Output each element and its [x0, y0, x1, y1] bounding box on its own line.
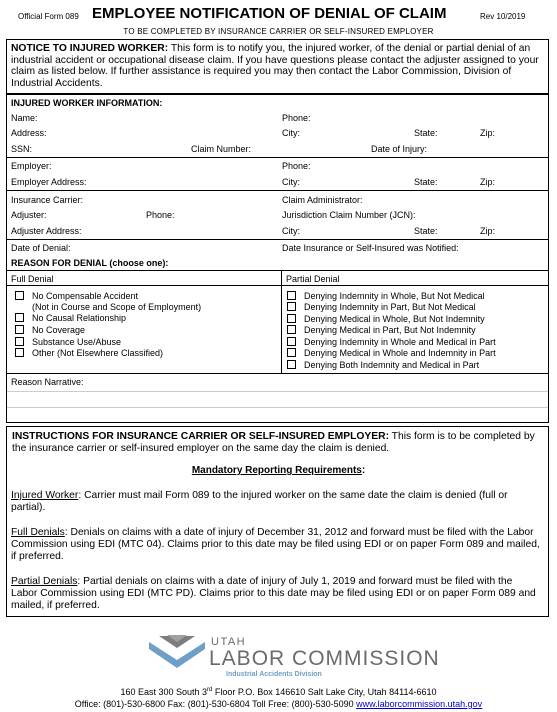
- divider: [6, 373, 548, 374]
- date-notified-field[interactable]: Date Insurance or Self-Insured was Notified:: [282, 243, 459, 253]
- divider: [6, 239, 548, 240]
- instructions-text: INSTRUCTIONS FOR INSURANCE CARRIER OR SELF-INSURED EMPLOYER: This form is to be completed by the insurance carrier or self-insured employer on the same day the claim is denied.: [12, 431, 535, 454]
- employer-state-field[interactable]: State:: [414, 177, 438, 187]
- worker-heading: INJURED WORKER INFORMATION:: [11, 98, 163, 108]
- adjuster-phone-field[interactable]: Phone:: [146, 210, 175, 220]
- partial-denial-option[interactable]: Denying Both Indemnity and Medical in Part: [287, 360, 479, 370]
- divider: [6, 285, 548, 286]
- notice-box: [6, 39, 549, 94]
- adjuster-state-field[interactable]: State:: [414, 226, 438, 236]
- narrative-line: [7, 407, 548, 408]
- worker-ssn-field[interactable]: SSN:: [11, 144, 33, 154]
- reason-narrative-field[interactable]: Reason Narrative:: [11, 377, 84, 387]
- partial-denial-heading: Partial Denial: [286, 274, 340, 284]
- jcn-field[interactable]: Jurisdiction Claim Number (JCN):: [282, 210, 416, 220]
- worker-zip-field[interactable]: Zip:: [480, 128, 496, 138]
- adjuster-city-field[interactable]: City:: [282, 226, 300, 236]
- divider: [6, 270, 548, 271]
- checkbox[interactable]: [287, 325, 296, 334]
- partial-denial-option[interactable]: Denying Indemnity in Whole and Medical in Part: [287, 337, 496, 347]
- partial-denial-option[interactable]: Denying Indemnity in Part, But Not Medical: [287, 302, 476, 312]
- adjuster-field[interactable]: Adjuster:: [11, 210, 47, 220]
- partial-denial-option[interactable]: Denying Indemnity in Whole, But Not Medical: [287, 291, 485, 301]
- full-denial-option[interactable]: Other (Not Elsewhere Classified): [15, 348, 163, 358]
- partial-denial-option[interactable]: Denying Medical in Whole, But Not Indemnity: [287, 314, 485, 324]
- partial-denial-requirement: Partial Denials: Partial denials on claims with a date of injury of July 1, 2019 and forward must be filed with the Labor Commission using EDI (MTC PD). Claims prior to this date may be filed using EDI or on paper Form 089 and mailed, if preferred.: [11, 576, 536, 611]
- checkbox[interactable]: [15, 348, 24, 357]
- checkbox[interactable]: [15, 337, 24, 346]
- employer-city-field[interactable]: City:: [282, 177, 300, 187]
- adjuster-zip-field[interactable]: Zip:: [480, 226, 496, 236]
- partial-denial-option[interactable]: Denying Medical in Whole and Indemnity in Part: [287, 348, 496, 358]
- logo-state: UTAH: [211, 636, 247, 648]
- full-denial-requirement: Full Denials: Denials on claims with a date of injury of December 31, 2012 and forward must be filed with the Labor Commission using EDI (MTC 04). Claims prior to this date may be filed using EDI or on paper Form 089 and mailed, if preferred.: [11, 527, 540, 562]
- form-subtitle: TO BE COMPLETED BY INSURANCE CARRIER OR SELF-INSURED EMPLOYER: [123, 27, 434, 36]
- checkbox[interactable]: [15, 291, 24, 300]
- worker-name-field[interactable]: Name:: [11, 113, 38, 123]
- employer-address-field[interactable]: Employer Address:: [11, 177, 87, 187]
- employer-phone-field[interactable]: Phone:: [282, 161, 311, 171]
- full-denial-option[interactable]: No Causal Relationship: [15, 313, 126, 323]
- checkbox[interactable]: [287, 291, 296, 300]
- checkbox[interactable]: [287, 348, 296, 357]
- reason-heading: REASON FOR DENIAL (choose one):: [11, 258, 169, 268]
- logo-name: LABOR COMMISSION: [209, 647, 440, 670]
- full-denial-option[interactable]: No Coverage: [15, 325, 85, 335]
- column-divider: [281, 270, 282, 373]
- checkbox[interactable]: [287, 360, 296, 369]
- website-link[interactable]: www.laborcommission.utah.gov: [356, 699, 483, 709]
- full-denial-option[interactable]: Substance Use/Abuse: [15, 337, 121, 347]
- mandatory-heading: Mandatory Reporting Requirements:: [191, 465, 366, 476]
- checkbox[interactable]: [287, 314, 296, 323]
- claim-administrator-field[interactable]: Claim Administrator:: [282, 195, 363, 205]
- checkbox[interactable]: [287, 337, 296, 346]
- labor-commission-logo-icon: [147, 634, 209, 676]
- worker-state-field[interactable]: State:: [414, 128, 438, 138]
- footer-contact: Office: (801)-530-6800 Fax: (801)-530-6804 Toll Free: (800)-530-5090 www.laborcommission.utah.gov: [74, 699, 483, 709]
- date-of-injury-field[interactable]: Date of Injury:: [371, 144, 428, 154]
- form-number: Official Form 089: [18, 12, 79, 21]
- worker-address-field[interactable]: Address:: [11, 128, 47, 138]
- employer-field[interactable]: Employer:: [11, 161, 52, 171]
- date-of-denial-field[interactable]: Date of Denial:: [11, 243, 71, 253]
- checkbox[interactable]: [15, 313, 24, 322]
- revision-date: Rev 10/2019: [480, 12, 526, 21]
- partial-denial-option[interactable]: Denying Medical in Part, But Not Indemnity: [287, 325, 476, 335]
- full-denial-option-note: (Not in Course and Scope of Employment): [32, 302, 202, 312]
- divider: [6, 157, 548, 158]
- logo-division: Industrial Accidents Division: [226, 671, 322, 678]
- checkbox[interactable]: [15, 325, 24, 334]
- divider: [6, 190, 548, 191]
- employer-zip-field[interactable]: Zip:: [480, 177, 496, 187]
- adjuster-address-field[interactable]: Adjuster Address:: [11, 226, 82, 236]
- page-title: EMPLOYEE NOTIFICATION OF DENIAL OF CLAIM: [92, 5, 447, 22]
- worker-phone-field[interactable]: Phone:: [282, 113, 311, 123]
- full-denial-option[interactable]: No Compensable Accident: [15, 291, 138, 301]
- footer-address: 160 East 300 South 3rd Floor P.O. Box 146610 Salt Lake City, Utah 84114-6610: [120, 687, 437, 697]
- full-denial-heading: Full Denial: [11, 274, 54, 284]
- injured-worker-requirement: Injured Worker: Carrier must mail Form 089 to the injured worker on the same date the claim is denied (full or partial).: [11, 490, 508, 513]
- notice-text: NOTICE TO INJURED WORKER: This form is to notify you, the injured worker, of the denial or partial denial of an industrial accident or occupational disease claim. If you have questions please contact the adjuster assigned to your claim as listed below. If further assistance is required you may then contact the Labor Commission, Division of Industrial Accidents.: [11, 43, 539, 89]
- checkbox[interactable]: [287, 302, 296, 311]
- worker-city-field[interactable]: City:: [282, 128, 300, 138]
- insurance-carrier-field[interactable]: Insurance Carrier:: [11, 195, 84, 205]
- claim-number-field[interactable]: Claim Number:: [191, 144, 252, 154]
- narrative-line: [7, 391, 548, 392]
